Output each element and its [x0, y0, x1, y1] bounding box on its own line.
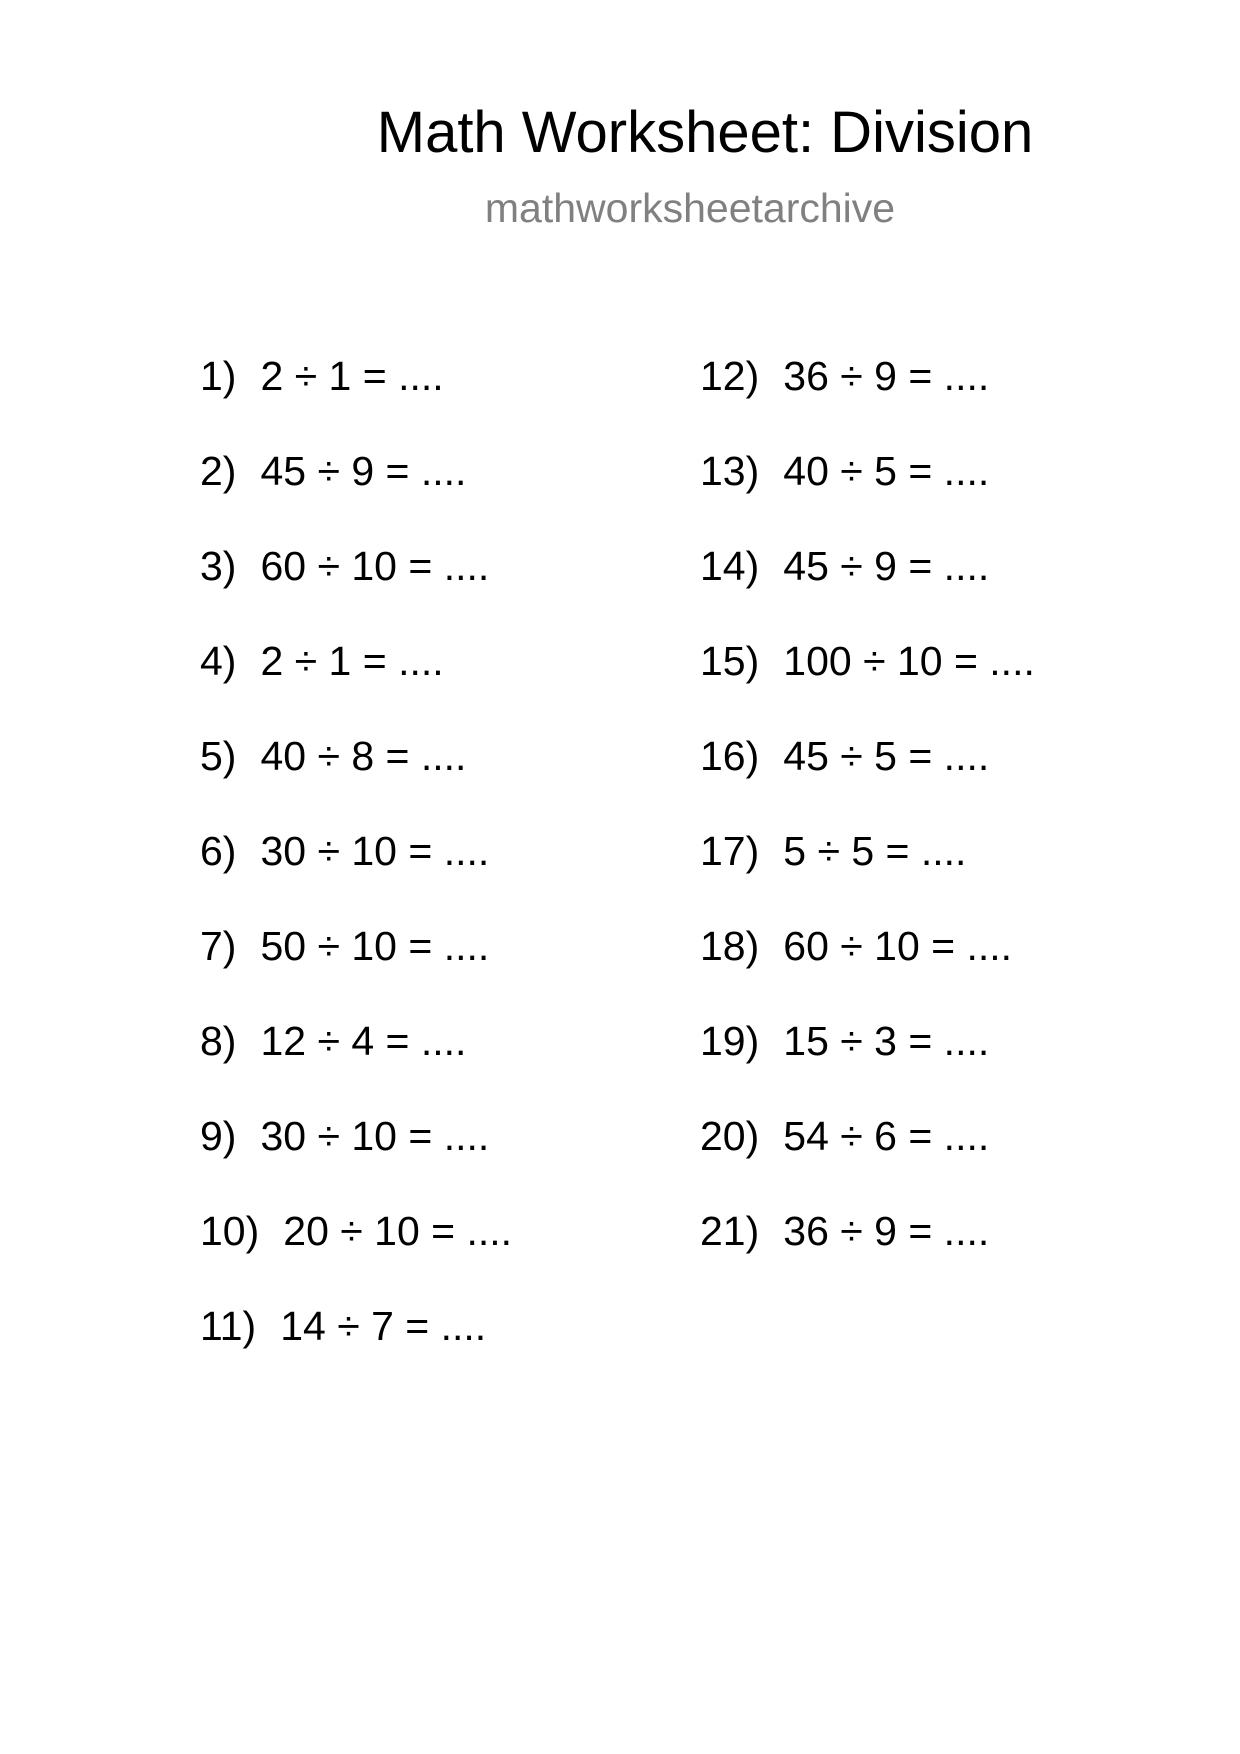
problems-right-column: [700, 352, 1035, 1302]
problem-item: [200, 447, 512, 542]
problem-expression: 50 ÷ 10 = ....: [260, 923, 490, 969]
problem-number: 3): [200, 543, 237, 589]
problem-number: 11): [200, 1303, 257, 1349]
problem-number: 12): [700, 353, 760, 399]
problem-expression: 40 ÷ 8 = ....: [260, 733, 467, 779]
problem-number: 5): [200, 733, 237, 779]
problem-number: 7): [200, 923, 237, 969]
problem-item: [200, 732, 512, 827]
problem-expression: 45 ÷ 5 = ....: [783, 733, 990, 779]
problem-item: [700, 1112, 1035, 1207]
problem-item: [200, 922, 512, 1017]
problem-number: 9): [200, 1113, 237, 1159]
problem-item: [700, 1207, 1035, 1302]
problem-expression: 100 ÷ 10 = ....: [783, 638, 1035, 684]
problem-expression: 30 ÷ 10 = ....: [260, 1113, 490, 1159]
problem-number: 21): [700, 1208, 760, 1254]
problem-number: 18): [700, 923, 760, 969]
problem-item: [200, 1112, 512, 1207]
problem-item: [200, 1302, 512, 1397]
problem-number: 14): [700, 543, 760, 589]
problem-expression: 36 ÷ 9 = ....: [783, 353, 990, 399]
problem-expression: 60 ÷ 10 = ....: [260, 543, 490, 589]
problem-expression: 40 ÷ 5 = ....: [783, 448, 990, 494]
problem-item: [700, 447, 1035, 542]
problem-expression: 45 ÷ 9 = ....: [260, 448, 467, 494]
worksheet-source: mathworksheetarchive: [484, 185, 896, 231]
problem-item: [700, 827, 1035, 922]
problem-item: [200, 637, 512, 732]
problem-number: 10): [200, 1208, 260, 1254]
problem-number: 15): [700, 638, 760, 684]
problems-left-column: [200, 352, 512, 1397]
problem-item: [700, 542, 1035, 637]
problem-number: 20): [700, 1113, 760, 1159]
problem-number: 1): [200, 353, 237, 399]
problem-expression: 15 ÷ 3 = ....: [783, 1018, 990, 1064]
problem-expression: 5 ÷ 5 = ....: [783, 828, 967, 874]
problem-item: [700, 637, 1035, 732]
problem-item: [700, 1017, 1035, 1112]
problem-expression: 60 ÷ 10 = ....: [783, 923, 1013, 969]
problem-number: 17): [700, 828, 760, 874]
problem-item: [700, 922, 1035, 1017]
problem-item: [700, 352, 1035, 447]
problem-number: 19): [700, 1018, 760, 1064]
problem-number: 2): [200, 448, 237, 494]
worksheet-title: Math Worksheet: Division: [376, 100, 1034, 165]
problem-item: [700, 732, 1035, 827]
problem-number: 4): [200, 638, 237, 684]
problem-number: 8): [200, 1018, 237, 1064]
problem-expression: 12 ÷ 4 = ....: [260, 1018, 467, 1064]
problem-number: 16): [700, 733, 760, 779]
problem-expression: 45 ÷ 9 = ....: [783, 543, 990, 589]
problem-expression: 54 ÷ 6 = ....: [783, 1113, 990, 1159]
problem-expression: 36 ÷ 9 = ....: [783, 1208, 990, 1254]
problem-expression: 2 ÷ 1 = ....: [260, 353, 444, 399]
problem-item: [200, 1017, 512, 1112]
problem-expression: 14 ÷ 7 = ....: [280, 1303, 487, 1349]
problem-number: 6): [200, 828, 237, 874]
problem-item: [200, 1207, 512, 1302]
problem-item: [200, 827, 512, 922]
problem-item: [200, 352, 512, 447]
problem-expression: 2 ÷ 1 = ....: [260, 638, 444, 684]
problem-number: 13): [700, 448, 760, 494]
problem-item: [200, 542, 512, 637]
problem-expression: 30 ÷ 10 = ....: [260, 828, 490, 874]
problem-expression: 20 ÷ 10 = ....: [283, 1208, 513, 1254]
